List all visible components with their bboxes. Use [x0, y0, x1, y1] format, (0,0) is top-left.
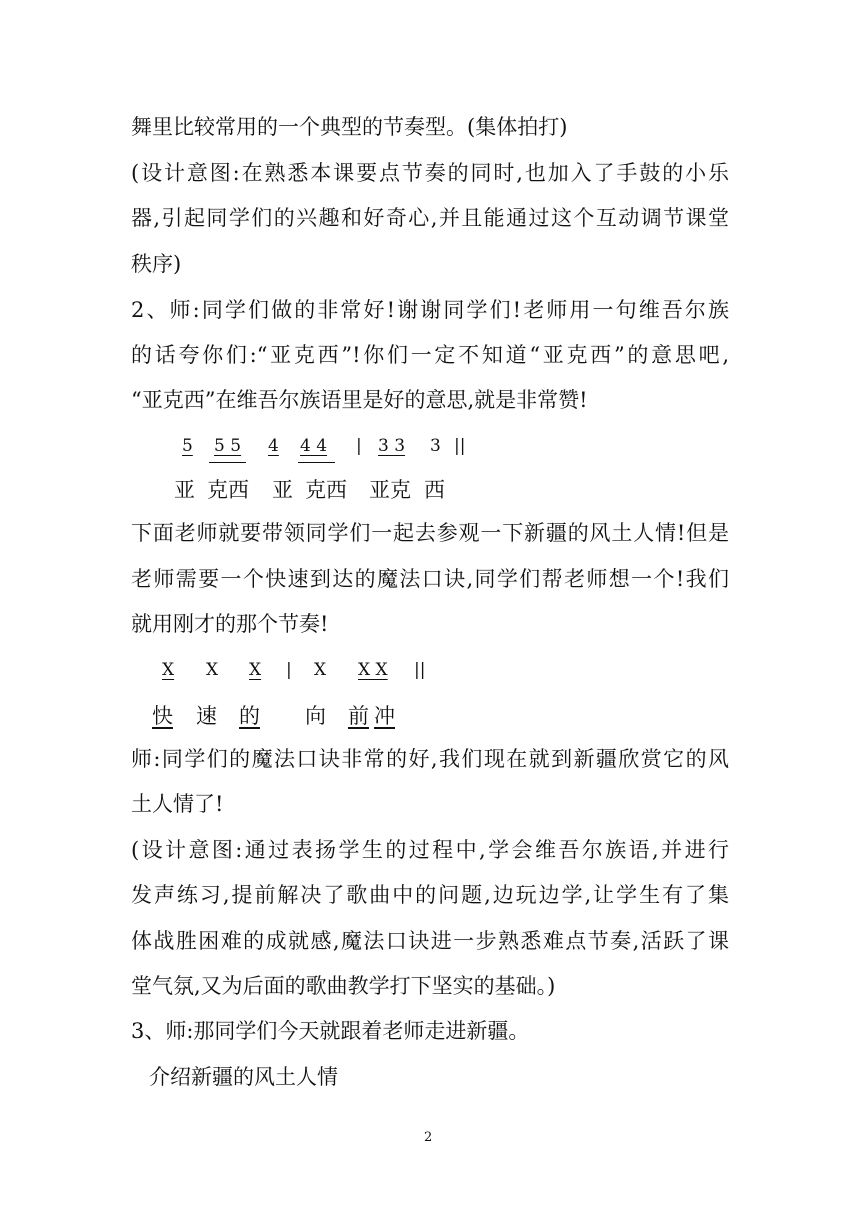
text-line: 师:同学们的魔法口诀非常的好,我们现在就到新疆欣赏它的风 — [131, 747, 729, 771]
note-5: 5 — [182, 436, 193, 456]
end-barline: || — [414, 660, 426, 680]
lyric: 亚 — [174, 478, 195, 502]
lyric: 亚克 — [369, 478, 411, 502]
beam-line — [209, 462, 246, 463]
note-xx: X X — [358, 660, 388, 680]
text-line: 2、师:同学们做的非常好!谢谢同学们!老师用一句维吾尔族 — [131, 298, 729, 322]
lyric: 快 — [152, 704, 173, 728]
lyric: 冲 — [374, 704, 395, 728]
text-line: 的话夸你们:“亚克西”!你们一定不知道“亚克西”的意思吧, — [131, 343, 729, 367]
text-line: 3、师:那同学们今天就跟着老师走进新疆。 — [131, 1019, 530, 1043]
note-x: X — [314, 660, 327, 680]
text-line: 器,引起同学们的兴趣和好奇心,并且能通过这个互动调节课堂 — [131, 206, 729, 230]
lyric: 速 — [196, 704, 217, 728]
note-x: X — [162, 660, 175, 680]
lyric: 西 — [424, 478, 445, 502]
end-barline: || — [454, 436, 466, 456]
text-line: 下面老师就要带领同学们一起去参观一下新疆的风土人情!但是 — [131, 521, 729, 545]
text-line: 老师需要一个快速到达的魔法口诀,同学们帮老师想一个!我们 — [131, 567, 729, 591]
note-3: 3 — [430, 436, 441, 456]
text-line: “亚克西”在维吾尔族语里是好的意思,就是非常赞! — [131, 388, 588, 412]
text-line: 就用刚才的那个节奏! — [131, 612, 329, 636]
note-4: 4 — [268, 436, 279, 456]
text-line: 体战胜困难的成就感,魔法口诀进一步熟悉难点节奏,活跃了课 — [131, 929, 729, 953]
note-x: X — [249, 660, 262, 680]
text-line: 堂气氛,又为后面的歌曲教学打下坚实的基础。) — [131, 974, 556, 998]
note-x: X — [206, 660, 219, 680]
text-line: 土人情了! — [131, 792, 224, 816]
beam-line — [298, 462, 335, 463]
text-line: 发声练习,提前解决了歌曲中的问题,边玩边学,让学生有了集 — [131, 883, 729, 907]
text-line: (设计意图:在熟悉本课要点节奏的同时,也加入了手鼓的小乐 — [131, 161, 729, 185]
lyric: 克西 — [305, 478, 347, 502]
text-line: (设计意图:通过表扬学生的过程中,学会维吾尔族语,并进行 — [131, 838, 729, 862]
note-33: 3 3 — [378, 436, 406, 456]
barline: | — [286, 660, 292, 680]
page-number: 2 — [424, 1130, 433, 1145]
text-line: 秩序) — [131, 252, 182, 276]
text-line: 介绍新疆的风土人情 — [149, 1065, 338, 1089]
lyric: 前 — [348, 704, 369, 728]
barline: | — [356, 436, 362, 456]
text-line: 舞里比较常用的一个典型的节奏型。(集体拍打) — [131, 115, 568, 139]
note-44: 4 4 — [300, 436, 328, 456]
lyric: 克西 — [207, 478, 249, 502]
lyric: 亚 — [272, 478, 293, 502]
lyric: 的 — [239, 704, 260, 728]
lyric: 向 — [305, 704, 326, 728]
note-55: 5 5 — [214, 436, 242, 456]
